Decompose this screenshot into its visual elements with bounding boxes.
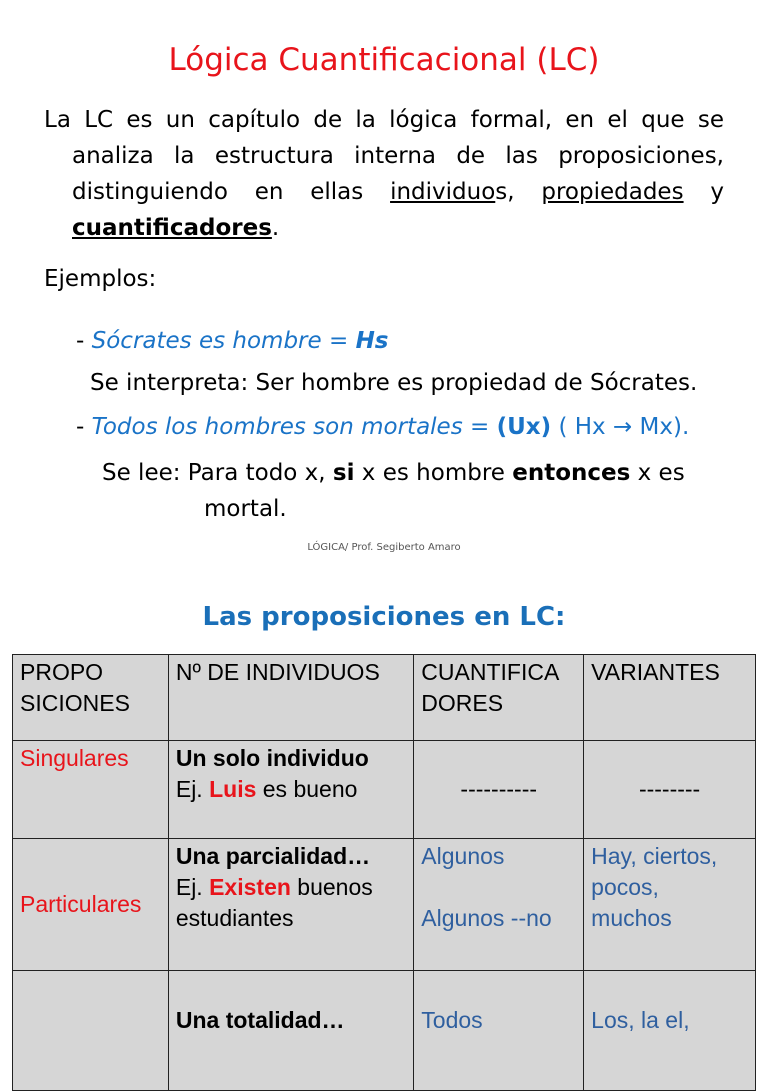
table-row — [13, 971, 756, 1091]
slide-title: Lógica Cuantificacional (LC) — [168, 42, 600, 78]
cell-type — [13, 971, 169, 1091]
header-individuos: Nº DE INDIVIDUOS — [168, 655, 413, 741]
intro-line-3 — [44, 174, 724, 210]
cell-quantifier — [414, 839, 584, 971]
slide-2 — [0, 572, 768, 1033]
example-2-quantifier: (Ux) — [496, 414, 552, 440]
cell-bold: Un solo individuo — [175, 745, 369, 771]
intro-text: . — [271, 215, 280, 241]
example-1 — [76, 328, 389, 354]
propositions-table — [12, 654, 756, 1091]
reading-entonces: entonces — [512, 460, 631, 486]
example-2 — [76, 414, 689, 440]
cell-text: muchos — [591, 905, 672, 931]
intro-line-1: La LC es un capítulo de la lógica formal, en el que se — [44, 107, 724, 133]
cell-variants — [584, 839, 756, 971]
cell-highlight: Luis — [209, 776, 257, 802]
slide-2-title: Las proposiciones en LC: — [202, 602, 566, 632]
term-individuos: individuo — [390, 179, 496, 205]
header-variantes: VARIANTES — [584, 655, 756, 741]
term-propiedades: propiedades — [541, 179, 684, 205]
example-1-interpretation: Se interpreta: Ser hombre es propiedad de Sócrates. — [90, 370, 698, 396]
cell-text: Hay, ciertos, — [591, 843, 718, 869]
table-row — [13, 839, 756, 971]
cell-type: Particulares — [13, 839, 169, 971]
slide-footer: LÓGICA/ Prof. Segiberto Amaro — [307, 542, 461, 553]
cell-individuos — [168, 971, 413, 1091]
examples-label: Ejemplos: — [44, 266, 157, 292]
arrow-icon: → — [612, 414, 633, 440]
example-2-text: Todos los hombres son mortales = — [91, 414, 497, 440]
cell-text: es bueno — [256, 776, 358, 802]
dash: - — [76, 328, 92, 354]
header-cuantificadores — [414, 655, 584, 741]
example-2-formula-a: ( Hx — [551, 414, 613, 440]
cell-quantifier: Todos — [414, 971, 584, 1091]
reading-text: Se lee: Para todo x, — [102, 460, 333, 486]
intro-line-2: analiza la estructura interna de las proposiciones, — [72, 143, 724, 169]
cell-variants: Los, la el, — [584, 971, 756, 1091]
cell-text: Ej. — [175, 874, 210, 900]
cell-bold: Una parcialidad… — [175, 843, 371, 869]
cell-individuos — [168, 741, 413, 839]
cell-text: estudiantes — [175, 905, 294, 931]
intro-text: distinguiendo en ellas — [72, 179, 391, 205]
header-text: PROPO — [20, 659, 104, 685]
cell-individuos — [168, 839, 413, 971]
term-cuantificadores: cuantificadores — [72, 215, 272, 241]
cell-highlight: Existen — [209, 874, 291, 900]
cell-text: Algunos --no — [421, 905, 552, 931]
cell-text: Algunos — [421, 843, 505, 869]
example-2-reading — [102, 460, 685, 486]
cell-text: Ej. — [175, 776, 210, 802]
cell-text: buenos — [290, 874, 373, 900]
reading-text: x es hombre — [354, 460, 513, 486]
table-row — [13, 741, 756, 839]
intro-line-4 — [44, 210, 724, 246]
intro-text: s, — [495, 179, 542, 205]
reading-si: si — [332, 460, 355, 486]
intro-text: y — [683, 179, 724, 205]
header-text: CUANTIFICA — [421, 659, 560, 685]
cell-type: Singulares — [13, 741, 169, 839]
reading-text: x es — [630, 460, 685, 486]
example-1-text: Sócrates es hombre = — [91, 328, 356, 354]
header-proposiciones — [13, 655, 169, 741]
cell-quantifier: ---------- — [414, 741, 584, 839]
cell-text: pocos, — [591, 874, 659, 900]
header-text: SICIONES — [20, 690, 130, 716]
example-1-formula: Hs — [355, 328, 389, 354]
cell-variants: -------- — [584, 741, 756, 839]
example-2-reading-end: mortal. — [204, 496, 287, 522]
intro-paragraph — [44, 102, 724, 246]
example-2-formula-b: Mx). — [632, 414, 690, 440]
table-header-row — [13, 655, 756, 741]
dash: - — [76, 414, 92, 440]
cell-bold: Una totalidad… — [175, 1007, 345, 1033]
header-text: DORES — [421, 690, 504, 716]
